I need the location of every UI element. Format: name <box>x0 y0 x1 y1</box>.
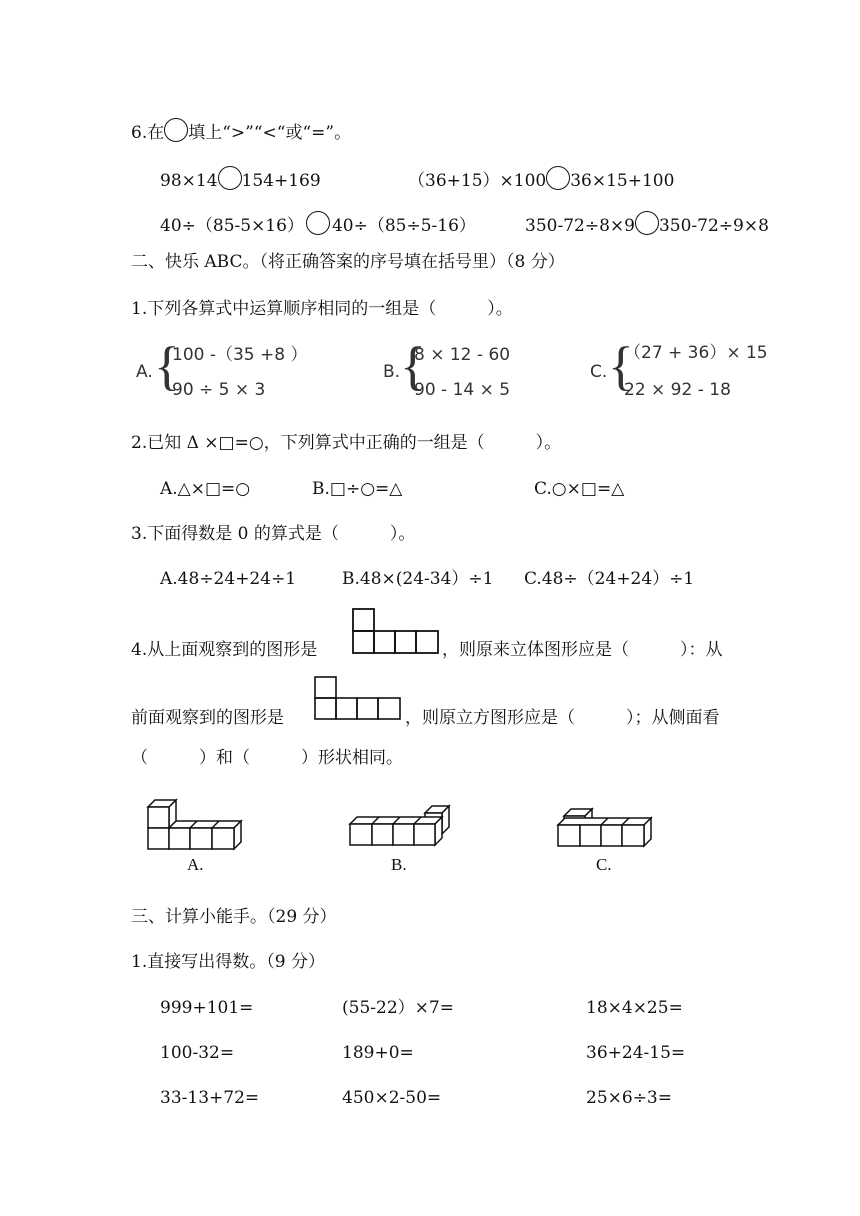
brace-icon: { <box>154 336 180 396</box>
q6-compare-3 <box>160 211 476 238</box>
q2-option-a: A.△×□=○ <box>160 479 251 499</box>
calc-item: (55-22）×7= <box>342 998 454 1018</box>
expr-left: 350-72÷8×9 <box>525 216 635 236</box>
option-b-line1: 8 × 12 - 60 <box>414 345 511 365</box>
answer-circle-icon <box>164 118 188 142</box>
option-c-line2: 22 × 92 - 18 <box>624 380 731 400</box>
q6-stem <box>131 118 351 145</box>
section3-q1-stem: 1.直接写出得数。（9 分） <box>131 952 325 972</box>
option-a-letter: A. <box>136 362 153 382</box>
q4-line3: （ ）和（ ）形状相同。 <box>131 748 403 768</box>
expr-right: 154+169 <box>241 171 321 191</box>
calc-item: 36+24-15= <box>586 1043 686 1063</box>
q3-option-b: B.48×(24-34）÷1 <box>342 569 494 589</box>
option-c-letter: C. <box>590 362 608 382</box>
option-b-line2: 90 - 14 × 5 <box>414 380 511 400</box>
figure-b-label: B. <box>391 855 407 874</box>
section2-title: 二、快乐 ABC。（将正确答案的序号填在括号里）（8 分） <box>131 252 565 272</box>
calc-item: 450×2-50= <box>342 1088 442 1108</box>
top-view-figure-icon <box>352 608 440 656</box>
q1-stem: 1.下列各算式中运算顺序相同的一组是（ ）。 <box>131 299 513 319</box>
answer-circle-icon[interactable] <box>218 166 242 190</box>
q6-compare-4 <box>525 211 769 238</box>
calc-item: 189+0= <box>342 1043 414 1063</box>
q6-suffix: 填上“>”“<“或“=”。 <box>188 123 352 143</box>
calc-item: 33-13+72= <box>160 1088 260 1108</box>
q6-compare-1 <box>160 166 321 193</box>
option-a-line2: 90 ÷ 5 × 3 <box>172 380 266 400</box>
calc-item: 18×4×25= <box>586 998 683 1018</box>
expr-right: 350-72÷9×8 <box>658 216 769 236</box>
calc-item: 100-32= <box>160 1043 235 1063</box>
expr-left: 40÷（85-5×16） <box>160 216 304 236</box>
q2-option-c: C.○×□=△ <box>534 479 625 499</box>
q4-line2-b: ，则原立方图形应是（ ）；从侧面看 <box>405 708 720 728</box>
q6-prefix: 6.在 <box>131 123 165 143</box>
section3-title: 三、计算小能手。（29 分） <box>131 907 337 927</box>
expr-right: 36×15+100 <box>570 171 675 191</box>
q4-line1-b: ，则原来立体图形应是（ ）：从 <box>442 640 723 660</box>
calc-item: 999+101= <box>160 998 254 1018</box>
q6-compare-2 <box>408 166 674 193</box>
q3-option-a: A.48÷24+24÷1 <box>160 569 297 589</box>
q4-line2-a: 前面观察到的图形是 <box>131 708 284 728</box>
expr-left: （36+15）×100 <box>408 171 547 191</box>
figure-c-label: C. <box>596 855 612 874</box>
brace-icon: { <box>608 336 634 396</box>
answer-circle-icon[interactable] <box>546 166 570 190</box>
q2-stem: 2.已知 Δ ×□=○，下列算式中正确的一组是（ ）。 <box>131 433 562 453</box>
option-c-line1: （27 + 36）× 15 <box>624 343 768 363</box>
q4-line1-a: 4.从上面观察到的图形是 <box>131 640 318 660</box>
q2-option-b: B.□÷○=△ <box>312 479 403 499</box>
brace-icon: { <box>400 336 426 396</box>
calc-item: 25×6÷3= <box>586 1088 672 1108</box>
option-b-letter: B. <box>383 362 401 382</box>
q3-option-c: C.48÷（24+24）÷1 <box>524 569 695 589</box>
option-a-line1: 100 -（35 +8 ） <box>172 345 308 365</box>
answer-circle-icon[interactable] <box>306 211 330 235</box>
q3-stem: 3.下面得数是 0 的算式是（ ）。 <box>131 524 416 544</box>
answer-circle-icon[interactable] <box>635 211 659 235</box>
figure-a-label: A. <box>187 855 204 874</box>
expr-right: 40÷（85÷5-16） <box>331 216 476 236</box>
front-view-figure-icon <box>314 676 404 722</box>
expr-left: 98×14 <box>160 171 218 191</box>
